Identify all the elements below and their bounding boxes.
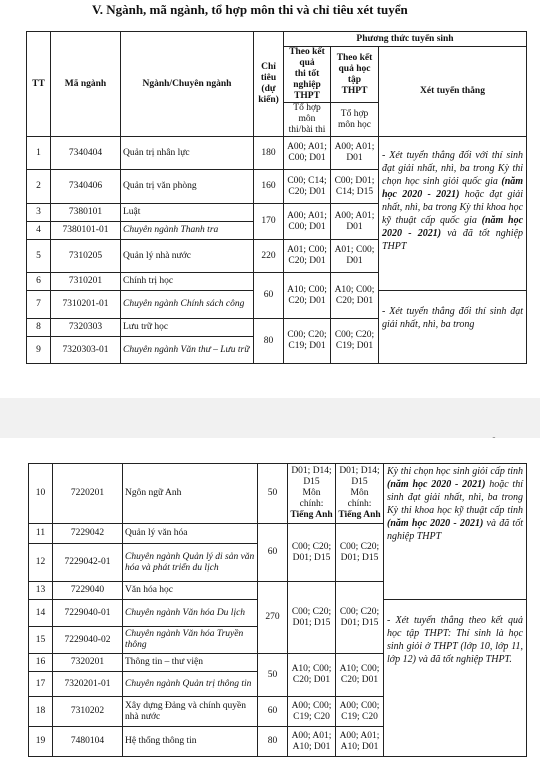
cell-text: (năm học 2020 - 2021) [387, 479, 486, 490]
table-cell: 60 [254, 273, 284, 319]
cell-text: và đã tốt nghiệp THPT [382, 228, 524, 252]
table-cell [336, 727, 384, 757]
table-cell: 6 [27, 273, 51, 291]
table-cell: 160 [254, 170, 284, 204]
cell-text: C20; D01 [292, 675, 331, 685]
table-cell [288, 727, 336, 757]
table-cell: 19 [29, 727, 53, 757]
cell-text: C19; C20 [293, 711, 330, 722]
cell-text: C00; C14; [287, 175, 327, 186]
cell-text: C00; C20; [291, 541, 332, 552]
table-cell [284, 137, 331, 170]
admission-table-part-2 [28, 463, 527, 757]
cell-text: D01 [346, 221, 363, 232]
cell-text: Tiếng Anh [338, 510, 381, 520]
cell-text: kiến) [258, 95, 279, 105]
table-cell: 80 [258, 727, 288, 757]
table-cell: 7229040-02 [53, 627, 123, 654]
page-gap [0, 398, 540, 438]
table-cell: Ngôn ngữ Anh [123, 464, 258, 524]
table-cell: 11 [29, 524, 53, 544]
cell-text: - Xét tuyển thẳng đối với thí sinh đạt giải nhất, nhì, ba trong Kỳ thi chọn học sinh giỏi quốc gia [382, 150, 524, 187]
cell-text: D15 [351, 477, 368, 487]
table-cell: 60 [258, 697, 288, 727]
table-cell [288, 524, 336, 582]
table-cell: 7229042-01 [53, 544, 123, 582]
col-header-exam [284, 47, 331, 103]
cell-text: C19; D01 [335, 341, 374, 351]
direct-admission-note-3 [384, 464, 527, 600]
table-cell: 60 [258, 524, 288, 582]
cell-text: A00; A01; [287, 142, 327, 152]
document-page-2 [0, 438, 540, 779]
table-cell: 15 [29, 627, 53, 654]
table-cell: 8 [27, 319, 51, 337]
direct-admission-note-1 [379, 137, 527, 291]
cell-text: Tiếng Anh [290, 510, 333, 520]
cell-text: C00; D01; [334, 175, 375, 186]
table-cell: Chuyên ngành Quản trị thông tin [123, 672, 258, 697]
cell-text: C20; D01 [288, 295, 326, 306]
table-cell: Xây dựng Đảng và chính quyền nhà nước [123, 697, 258, 727]
cell-text: A10; D01 [292, 741, 331, 752]
cell-text: Môn chính: [299, 488, 324, 509]
table-cell: 17 [29, 672, 53, 697]
table-cell: 7310201-01 [51, 291, 121, 319]
cell-text: (năm học 2020 - 2021) [382, 176, 524, 200]
table-cell [288, 582, 336, 654]
col-header-method: Phương thức tuyển sinh [284, 32, 527, 47]
table-cell [284, 319, 331, 364]
cell-text: D01; D15 [292, 552, 331, 563]
cell-text: hoặc đạt giải nhất, nhì, ba trong Kỳ thi khoa học kỹ thuật cấp quốc gia [382, 189, 524, 226]
cell-text: C00; C20; [339, 541, 380, 552]
col-subheader-record [331, 103, 379, 137]
col-header-name: Ngành/Chuyên ngành [121, 32, 254, 137]
cell-text: D15 [303, 477, 320, 487]
cell-text: Theo kết quả [289, 47, 325, 68]
cell-text: C19; C20 [341, 711, 378, 722]
table-cell: 14 [29, 600, 53, 627]
table-row [27, 137, 527, 170]
cell-text: C20; D01 [288, 256, 326, 266]
table-cell: Chuyên ngành Văn hóa Truyền thông [123, 627, 258, 654]
table-cell [331, 273, 379, 319]
table-cell [284, 240, 331, 273]
table-cell: 7480104 [53, 727, 123, 757]
cell-text: D01 [346, 256, 363, 266]
table-row [29, 464, 527, 524]
table-cell [336, 524, 384, 582]
cell-text: C19; D01 [288, 341, 326, 351]
cell-text: Chỉ [261, 62, 276, 72]
table-cell [331, 170, 379, 204]
cell-text: A10; C00; [287, 284, 327, 295]
table-cell: 7229042 [53, 524, 123, 544]
table-cell: 3 [27, 204, 51, 222]
cell-text: A00; C00; [339, 700, 380, 711]
cell-text: D01; D14; [291, 466, 332, 476]
col-header-direct: Xét tuyển thẳng [379, 47, 527, 137]
table-cell: 220 [254, 240, 284, 273]
col-header-quota [254, 32, 284, 137]
table-cell: 7 [27, 291, 51, 319]
table-cell: 12 [29, 544, 53, 582]
table-cell [336, 697, 384, 727]
col-subheader-exam [284, 103, 331, 137]
cell-text: A00; C00; [291, 700, 332, 711]
table-cell [336, 464, 384, 524]
table-cell [284, 273, 331, 319]
table-cell [331, 204, 379, 240]
cell-text: C20; D01 [335, 295, 374, 306]
table-cell: 16 [29, 654, 53, 672]
cell-text: Kỳ thi chọn học sinh giỏi cấp tỉnh [387, 466, 523, 477]
table-cell: Chuyên ngành Văn thư – Lưu trữ [121, 337, 254, 364]
table-cell [336, 582, 384, 654]
cell-text: Tổ hợp [340, 108, 369, 119]
table-cell: 7310205 [51, 240, 121, 273]
cell-text: Môn chính: [347, 488, 372, 509]
cell-text: C00; C20; [291, 606, 332, 617]
table-cell: Chuyên ngành Quản lý di sản văn hóa và phát triển du lịch [123, 544, 258, 582]
table-cell: Văn hóa học [123, 582, 258, 600]
section-heading: V. Ngành, mã ngành, tổ hợp môn thi và chỉ tiêu xét tuyển [92, 2, 408, 17]
cell-text: (dự [261, 84, 276, 94]
cell-text: THPT [341, 85, 368, 96]
cell-text: C20; D01 [288, 186, 326, 197]
cell-text: D01; D15 [340, 617, 379, 628]
cell-text: A10; D01 [340, 741, 379, 752]
table-cell [331, 240, 379, 273]
cell-text: A00; A01; [334, 210, 375, 221]
table-cell: 9 [27, 337, 51, 364]
table-cell [288, 697, 336, 727]
table-cell [331, 319, 379, 364]
cell-text: A01; C00; [287, 245, 327, 255]
table-cell: Quản lý văn hóa [123, 524, 258, 544]
cell-text: hoặc thí sinh đạt giải nhất, nhì, ba trong Kỳ thi khoa học kỹ thuật cấp tỉnh [387, 479, 523, 516]
cell-text: D01; D14; [339, 466, 380, 476]
table-cell: 7310201 [51, 273, 121, 291]
table-cell: Lưu trữ học [121, 319, 254, 337]
table-cell: 7320303-01 [51, 337, 121, 364]
cell-text: Tổ hợp môn [293, 103, 321, 124]
table-cell: 50 [258, 654, 288, 697]
table-cell [336, 654, 384, 697]
cell-text: C00; D01 [288, 153, 326, 163]
cell-text: A00; A01; [334, 142, 375, 152]
table-cell: Luật [121, 204, 254, 222]
table-cell: 7220201 [53, 464, 123, 524]
table-cell: 7320201-01 [53, 672, 123, 697]
cell-text: D01; D15 [340, 552, 379, 563]
cell-text: thi/bài thi [288, 125, 326, 135]
cell-text: C20; D01 [340, 675, 379, 685]
cell-text: D01; D15 [292, 617, 331, 628]
table-cell: 18 [29, 697, 53, 727]
cell-text: tiêu [260, 73, 277, 83]
table-cell: 7340404 [51, 137, 121, 170]
table-cell: 10 [29, 464, 53, 524]
direct-admission-note-2 [379, 291, 527, 364]
table-cell: 2 [27, 170, 51, 204]
table-cell: 7380101 [51, 204, 121, 222]
table-cell [331, 137, 379, 170]
cell-text: thi tốt nghiệp [293, 69, 321, 90]
cell-text: C00; C20; [334, 330, 375, 340]
table-cell: 4 [27, 222, 51, 240]
table-cell: 50 [258, 464, 288, 524]
cell-text: môn học [338, 119, 371, 130]
table-cell: 1 [27, 137, 51, 170]
direct-admission-note-4 [384, 600, 527, 757]
table-cell [288, 464, 336, 524]
cell-text: A00; A01; [339, 730, 380, 741]
table-cell: Quản lý nhà nước [121, 240, 254, 273]
table-cell [284, 170, 331, 204]
table-cell: Quản trị nhân lực [121, 137, 254, 170]
cell-text: A10; C00; [291, 664, 332, 674]
table-cell: 7310202 [53, 697, 123, 727]
table-cell: Thông tin – thư viện [123, 654, 258, 672]
table-cell: 180 [254, 137, 284, 170]
cell-text: - Xét tuyển thẳng theo kết quả học tập THPT: Thí sinh là học sinh giỏi ở THPT (lớp 10, lớp 11, lớp 12) và đã tốt nghiệp THPT. [387, 615, 523, 665]
table-cell: 7320303 [51, 319, 121, 337]
col-header-record [331, 47, 379, 103]
table-cell: Chuyên ngành Văn hóa Du lịch [123, 600, 258, 627]
table-cell: 7320201 [53, 654, 123, 672]
cell-text: THPT [294, 91, 320, 101]
cell-text: A10; C00; [334, 284, 375, 295]
table-cell [288, 654, 336, 697]
admission-table-part-1 [26, 31, 527, 364]
cell-text: A00; A01; [287, 210, 327, 221]
cell-text: C00; C20; [339, 606, 380, 617]
table-cell: 7340406 [51, 170, 121, 204]
cell-text: quả học tập [338, 63, 371, 85]
cell-text: - Xét tuyển thẳng đối thí sinh đạt giải nhất, nhì, ba trong [382, 306, 524, 330]
cell-text: A01; C00; [334, 245, 375, 255]
cell-text: C14; D15 [335, 186, 374, 197]
table-cell: 7229040 [53, 582, 123, 600]
cell-text: C00; D01 [288, 221, 326, 232]
table-cell: 7380101-01 [51, 222, 121, 240]
cell-text: (năm học 2020 - 2021) [387, 518, 484, 529]
cell-text: Theo kết [336, 52, 373, 63]
table-cell: Hệ thống thông tin [123, 727, 258, 757]
cell-text: và đã tốt nghiệp THPT [387, 518, 523, 542]
cell-text: D01 [346, 153, 363, 163]
col-header-tt: TT [27, 32, 51, 137]
cell-text: A00; A01; [291, 730, 332, 741]
cell-text: C00; C20; [287, 330, 327, 340]
table-cell: 13 [29, 582, 53, 600]
table-cell: Chuyên ngành Chính sách công [121, 291, 254, 319]
cell-text: (năm học 2020 - 2021) [382, 215, 524, 239]
table-cell: 170 [254, 204, 284, 240]
table-cell: Quản trị văn phòng [121, 170, 254, 204]
table-cell: 80 [254, 319, 284, 364]
table-cell: 7229040-01 [53, 600, 123, 627]
col-header-code: Mã ngành [51, 32, 121, 137]
table-cell: 5 [27, 240, 51, 273]
table-cell: 270 [258, 582, 288, 654]
table-cell: Chuyên ngành Thanh tra [121, 222, 254, 240]
table-cell [284, 204, 331, 240]
cell-text: A10; C00; [339, 664, 380, 674]
table-cell: Chính trị học [121, 273, 254, 291]
